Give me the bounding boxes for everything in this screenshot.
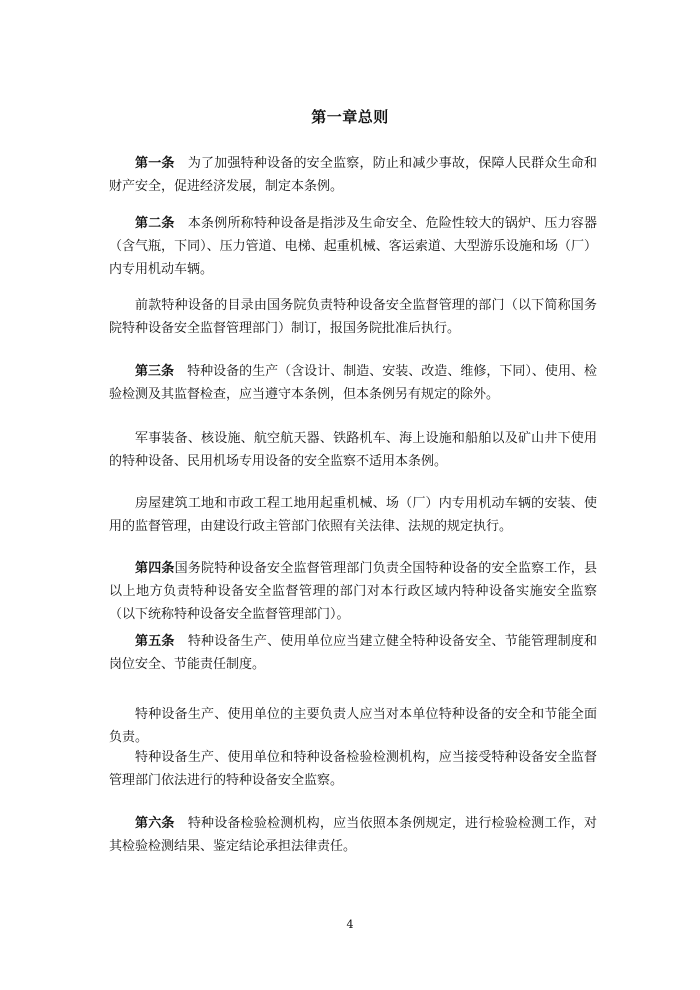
paragraph-article-4 [109, 557, 597, 626]
page-number: 4 [346, 918, 354, 931]
article-number: 第四条 [135, 561, 175, 576]
paragraph-text: 特种设备检验检测机构，应当依照本条例规定，进行检验检测工作，对其检验检测结果、鉴定结论承担法律责任。 [109, 816, 597, 854]
paragraph-text: 为了加强特种设备的安全监察，防止和减少事故，保障人民群众生命和财产安全，促进经济发展，制定本条例。 [109, 156, 597, 194]
paragraph-text: 房屋建筑工地和市政工程工地用起重机械、场（厂）内专用机动车辆的安装、使用的监督管理，由建设行政主管部门依照有关法律、法规的规定执行。 [109, 496, 597, 534]
paragraph-text: 前款特种设备的目录由国务院负责特种设备安全监督管理的部门（以下简称国务院特种设备安全监督管理部门）制订，报国务院批准后执行。 [109, 298, 597, 336]
paragraph-text: 本条例所称特种设备是指涉及生命安全、危险性较大的锅炉、压力容器（含气瓶，下同）、压力管道、电梯、起重机械、客运索道、大型游乐设施和场（厂）内专用机动车辆。 [109, 216, 597, 277]
paragraph-text: 特种设备生产、使用单位的主要负责人应当对本单位特种设备的安全和节能全面负责。 [109, 707, 597, 745]
chapter-title: 第一章总则 [311, 108, 389, 126]
paragraph-article-5-sub-1 [109, 703, 597, 749]
paragraph-text: 军事装备、核设施、航空航天器、铁路机车、海上设施和船舶以及矿山井下使用的特种设备、民用机场专用设备的安全监察不适用本条例。 [109, 431, 597, 469]
paragraph-article-2-sub [109, 294, 597, 340]
paragraph-article-2 [109, 212, 597, 281]
paragraph-article-3 [109, 360, 597, 406]
paragraph-article-6 [109, 812, 597, 858]
paragraph-text: 国务院特种设备安全监督管理部门负责全国特种设备的安全监察工作，县以上地方负责特种设备安全监督管理的部门对本行政区域内特种设备实施安全监察（以下统称特种设备安全监督管理部门）。 [109, 561, 597, 622]
article-gap [175, 216, 188, 231]
article-gap [175, 156, 188, 171]
article-number: 第三条 [135, 364, 175, 379]
paragraph-article-5-sub-2 [109, 746, 597, 792]
paragraph-article-5 [109, 630, 597, 676]
article-number: 第一条 [135, 156, 175, 171]
paragraph-text: 特种设备生产、使用单位应当建立健全特种设备安全、节能管理制度和岗位安全、节能责任制度。 [109, 634, 597, 672]
article-gap [174, 364, 187, 379]
article-number: 第五条 [135, 634, 175, 649]
paragraph-article-3-sub-1 [109, 427, 597, 473]
article-number: 第六条 [135, 816, 175, 831]
paragraph-text: 特种设备生产、使用单位和特种设备检验检测机构，应当接受特种设备安全监督管理部门依法进行的特种设备安全监察。 [109, 750, 597, 788]
paragraph-text: 特种设备的生产（含设计、制造、安装、改造、维修，下同）、使用、检验检测及其监督检查，应当遵守本条例，但本条例另有规定的除外。 [109, 364, 597, 402]
article-gap [175, 816, 188, 831]
paragraph-article-3-sub-2 [109, 492, 597, 538]
article-number: 第二条 [135, 216, 175, 231]
paragraph-article-1 [109, 152, 597, 198]
article-gap [175, 634, 188, 649]
